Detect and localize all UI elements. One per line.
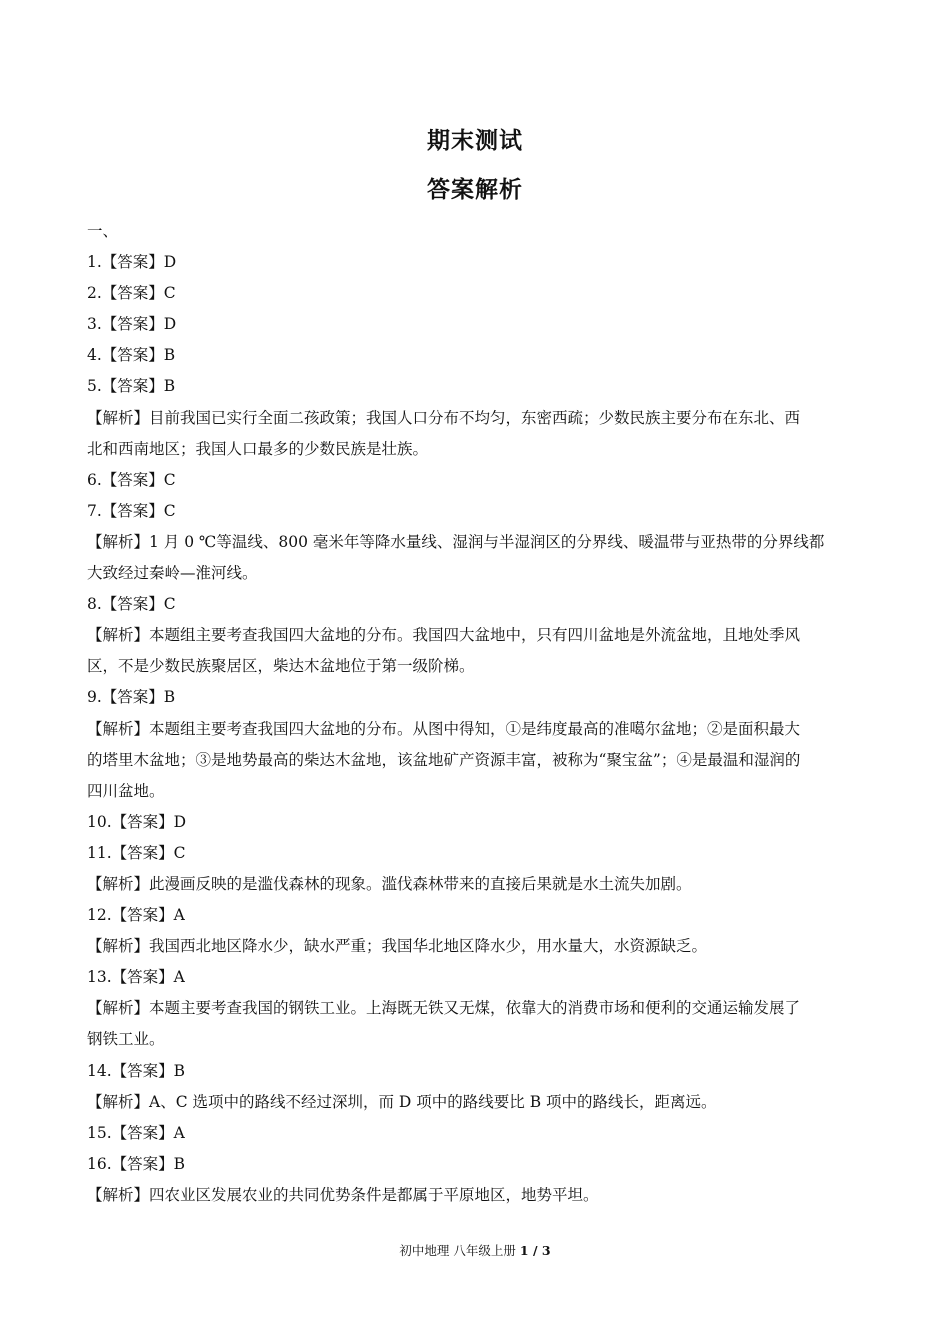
footer-label: 初中地理 八年级上册 <box>399 1243 516 1258</box>
analysis-line: 【解析】我国西北地区降水少，缺水严重；我国华北地区降水少，用水量大，水资源缺乏。 <box>87 937 708 956</box>
answer-line: 5.【答案】B <box>87 377 176 396</box>
analysis-line: 【解析】此漫画反映的是滥伐森林的现象。滥伐森林带来的直接后果就是水土流失加剧。 <box>87 874 692 893</box>
analysis-line: 【解析】1 月 0 ℃等温线、800 毫米年等降水量线、湿润与半湿润区的分界线、暖温带与亚热带的分界线都 <box>87 532 825 551</box>
answer-line: 9.【答案】B <box>87 688 176 707</box>
answer-line: 12.【答案】A <box>87 906 185 925</box>
analysis-line: 钢铁工业。 <box>87 1030 165 1049</box>
answer-line: 16.【答案】B <box>87 1154 186 1173</box>
analysis-line: 【解析】本题主要考查我国的钢铁工业。上海既无铁又无煤，依靠大的消费市场和便利的交通运输发展了 <box>87 999 801 1018</box>
page-title: 期末测试 <box>427 128 523 154</box>
answer-line: 11.【答案】C <box>87 843 186 862</box>
analysis-line: 的塔里木盆地；③是地势最高的柴达木盆地，该盆地矿产资源丰富，被称为“聚宝盆”；④是最温和湿润的 <box>87 750 801 769</box>
analysis-line: 【解析】本题组主要考查我国四大盆地的分布。我国四大盆地中，只有四川盆地是外流盆地，且地处季风 <box>87 626 801 645</box>
page-number: 1 / 3 <box>519 1243 551 1258</box>
answer-line: 14.【答案】B <box>87 1061 186 1080</box>
answer-body <box>87 216 865 1211</box>
analysis-line: 四川盆地。 <box>87 781 165 800</box>
analysis-line: 【解析】本题组主要考查我国四大盆地的分布。从图中得知，①是纬度最高的准噶尔盆地；②是面积最大 <box>87 719 801 738</box>
answer-line: 3.【答案】D <box>87 315 177 334</box>
analysis-line: 北和西南地区；我国人口最多的少数民族是壮族。 <box>87 439 429 458</box>
analysis-line: 大致经过秦岭—淮河线。 <box>87 564 258 583</box>
answer-line: 8.【答案】C <box>87 595 176 614</box>
answer-line: 2.【答案】C <box>87 284 176 303</box>
answer-line: 13.【答案】A <box>87 968 185 987</box>
answer-line: 15.【答案】A <box>87 1123 185 1142</box>
answer-line: 10.【答案】D <box>87 812 187 831</box>
analysis-line: 【解析】A、C 选项中的路线不经过深圳，而 D 项中的路线要比 B 项中的路线长，距离远。 <box>87 1092 717 1111</box>
answer-line: 1.【答案】D <box>87 253 177 272</box>
answer-line: 6.【答案】C <box>87 470 176 489</box>
answer-line: 7.【答案】C <box>87 501 176 520</box>
analysis-line: 区，不是少数民族聚居区，柴达木盆地位于第一级阶梯。 <box>87 657 475 676</box>
page-footer <box>0 1242 950 1260</box>
analysis-line: 【解析】四农业区发展农业的共同优势条件是都属于平原地区，地势平坦。 <box>87 1185 599 1204</box>
analysis-line: 【解析】目前我国已实行全面二孩政策；我国人口分布不均匀，东密西疏；少数民族主要分布在东北、西 <box>87 408 801 427</box>
page-subtitle: 答案解析 <box>427 177 523 203</box>
answer-line: 4.【答案】B <box>87 346 176 365</box>
section-heading: 一、 <box>87 222 119 240</box>
